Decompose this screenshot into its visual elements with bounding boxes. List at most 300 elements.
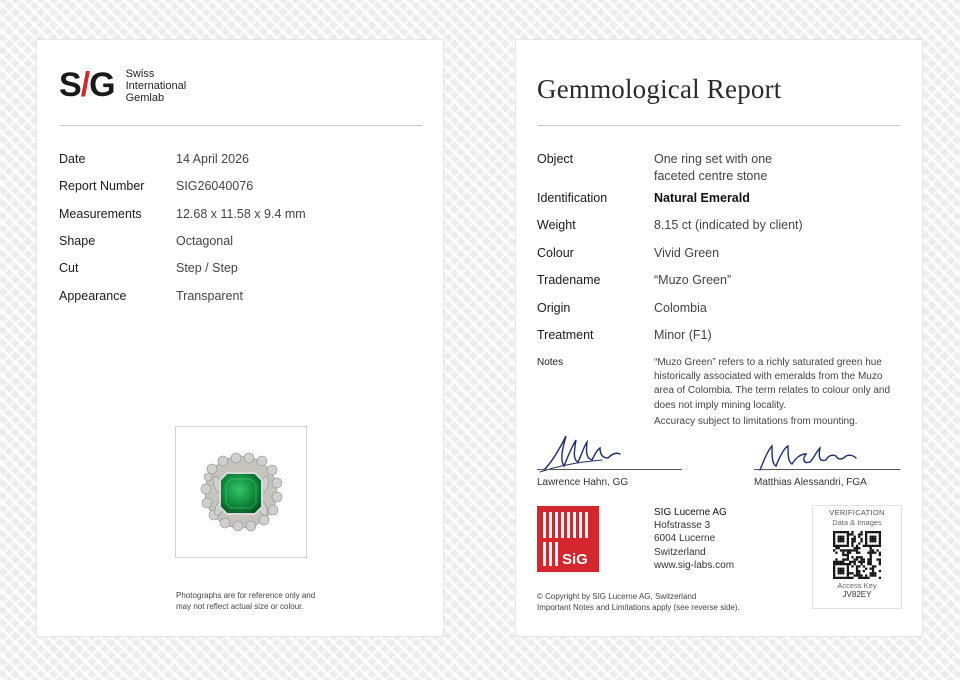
qr-module (879, 542, 881, 544)
qr-module (842, 536, 844, 538)
qr-module (835, 561, 837, 563)
qr-module (842, 568, 844, 570)
field-label-tradename: Tradename (537, 273, 601, 287)
qr-module (847, 538, 849, 540)
qr-module (842, 531, 844, 533)
field-value-report-number: SIG26040076 (176, 179, 254, 193)
qr-module (858, 533, 860, 535)
qr-module (874, 574, 876, 576)
qr-module (849, 533, 851, 535)
qr-module (849, 572, 851, 574)
qr-module (858, 547, 860, 549)
qr-module (863, 570, 865, 572)
qr-module (842, 545, 844, 547)
qr-module (856, 565, 858, 567)
qr-module (876, 549, 878, 551)
qr-module (872, 565, 874, 567)
qr-module (856, 556, 858, 558)
qr-module (847, 545, 849, 547)
signature-line-alessandri (754, 469, 900, 470)
qr-module (872, 531, 874, 533)
qr-module (838, 547, 840, 549)
field-label-identification: Identification (537, 191, 608, 205)
qr-module (844, 545, 846, 547)
qr-module (874, 538, 876, 540)
photo-caption-line-1: Photographs are for reference only and (176, 591, 316, 600)
qr-module (847, 572, 849, 574)
company-website[interactable]: www.sig-labs.com (654, 559, 735, 571)
qr-module (856, 549, 858, 551)
qr-module (870, 540, 872, 542)
qr-module (847, 542, 849, 544)
qr-module (847, 540, 849, 542)
qr-module (854, 558, 856, 560)
notes-line-4: does not imply mining locality. (654, 399, 787, 411)
qr-module (863, 545, 865, 547)
qr-module (851, 545, 853, 547)
stone-photo (175, 426, 307, 558)
qr-module (842, 549, 844, 551)
field-value-object-line-2: faceted centre stone (654, 169, 768, 183)
field-value-tradename: “Muzo Green” (654, 273, 732, 287)
qr-module (867, 563, 869, 565)
qr-module (833, 577, 835, 579)
qr-module (838, 536, 840, 538)
qr-module (854, 561, 856, 563)
qr-module (860, 556, 862, 558)
qr-module (860, 531, 862, 533)
qr-module (844, 563, 846, 565)
qr-module (835, 552, 837, 554)
qr-module (863, 561, 865, 563)
qr-module (849, 577, 851, 579)
photo-caption (176, 590, 326, 612)
qr-module (847, 531, 849, 533)
qr-module (872, 538, 874, 540)
qr-module (870, 552, 872, 554)
qr-module (840, 561, 842, 563)
qr-module (851, 531, 853, 533)
qr-module (835, 545, 837, 547)
qr-module (874, 536, 876, 538)
qr-module (860, 558, 862, 560)
qr-module (856, 570, 858, 572)
qr-module (838, 561, 840, 563)
qr-module (840, 568, 842, 570)
notes-text (654, 356, 904, 429)
qr-module (838, 531, 840, 533)
qr-module (858, 574, 860, 576)
logo-line-3: Gemlab (125, 91, 165, 104)
qr-module (851, 549, 853, 551)
qr-module (851, 572, 853, 574)
qr-module (838, 545, 840, 547)
qr-module (872, 536, 874, 538)
qr-module (872, 574, 874, 576)
qr-module (870, 561, 872, 563)
field-value-shape: Octagonal (176, 234, 233, 248)
qr-module (863, 565, 865, 567)
qr-module (872, 545, 874, 547)
qr-module (851, 542, 853, 544)
access-key-label: Access Key (837, 581, 877, 590)
company-name: SIG Lucerne AG (654, 507, 727, 518)
qr-module (867, 552, 869, 554)
signatory-name-alessandri: Matthias Alessandri, FGA (754, 477, 867, 488)
field-value-treatment: Minor (F1) (654, 328, 712, 342)
qr-module (842, 561, 844, 563)
sig-logo (59, 66, 186, 105)
qr-module (856, 552, 858, 554)
qr-module (879, 558, 881, 560)
qr-module (874, 545, 876, 547)
qr-module (858, 570, 860, 572)
qr-module (833, 565, 835, 567)
qr-module (847, 570, 849, 572)
qr-module (849, 552, 851, 554)
qr-module (851, 565, 853, 567)
qr-module (870, 549, 872, 551)
qr-module (835, 558, 837, 560)
qr-module (874, 540, 876, 542)
qr-module (851, 533, 853, 535)
qr-module (863, 577, 865, 579)
qr-module (838, 572, 840, 574)
logo-line-1: Swiss (125, 67, 155, 80)
qr-module (858, 542, 860, 544)
qr-module (870, 545, 872, 547)
qr-module (867, 558, 869, 560)
title-divider (537, 125, 901, 126)
qr-module (870, 572, 872, 574)
qr-module (847, 563, 849, 565)
qr-module (856, 574, 858, 576)
qr-module (842, 558, 844, 560)
qr-module (865, 531, 867, 533)
access-key-value: JV82EY (842, 590, 872, 599)
qr-module (872, 549, 874, 551)
qr-module (844, 549, 846, 551)
field-label-colour: Colour (537, 246, 574, 260)
qr-module (840, 536, 842, 538)
qr-module (840, 570, 842, 572)
qr-module (844, 554, 846, 556)
qr-module (860, 538, 862, 540)
qr-module (833, 531, 835, 533)
qr-module (851, 540, 853, 542)
logo-mark: S/G (59, 66, 115, 104)
qr-module (860, 561, 862, 563)
qr-module (833, 540, 835, 542)
field-value-weight: 8.15 ct (indicated by client) (654, 218, 803, 232)
qr-module (879, 554, 881, 556)
qr-module (867, 561, 869, 563)
field-value-date: 14 April 2026 (176, 152, 249, 166)
copyright-line-1: © Copyright by SIG Lucerne AG, Switzerland (537, 592, 697, 601)
verification-title: VERIFICATION (829, 508, 885, 517)
qr-module (847, 536, 849, 538)
qr-module (838, 563, 840, 565)
notes-line-5: Accuracy subject to limitations from mounting. (654, 415, 858, 427)
qr-module (833, 561, 835, 563)
qr-module (856, 568, 858, 570)
qr-module (847, 568, 849, 570)
qr-module (833, 545, 835, 547)
qr-module (865, 542, 867, 544)
qr-module (865, 533, 867, 535)
field-value-measurements: 12.68 x 11.58 x 9.4 mm (176, 207, 306, 221)
qr-module (863, 558, 865, 560)
qr-module (833, 542, 835, 544)
field-label-cut: Cut (59, 261, 79, 275)
qr-module (847, 549, 849, 551)
qr-module (833, 568, 835, 570)
field-value-identification: Natural Emerald (654, 191, 750, 205)
qr-module (865, 568, 867, 570)
field-label-shape: Shape (59, 234, 96, 248)
field-label-date: Date (59, 152, 86, 166)
qr-module (872, 540, 874, 542)
qr-module (876, 558, 878, 560)
field-value-origin: Colombia (654, 301, 707, 315)
qr-module (840, 572, 842, 574)
qr-module (833, 574, 835, 576)
seal-text: SiG (562, 551, 588, 568)
qr-module (844, 558, 846, 560)
field-label-object: Object (537, 152, 574, 166)
qr-module (835, 563, 837, 565)
qr-module (879, 538, 881, 540)
qr-module (847, 533, 849, 535)
qr-module (840, 577, 842, 579)
qr-module (860, 563, 862, 565)
qr-module (872, 552, 874, 554)
qr-module (879, 536, 881, 538)
qr-module (870, 554, 872, 556)
qr-module (879, 570, 881, 572)
qr-module (854, 538, 856, 540)
report-title: Gemmological Report (537, 74, 782, 104)
qr-module (854, 547, 856, 549)
qr-module (838, 568, 840, 570)
qr-module (874, 552, 876, 554)
qr-module (833, 572, 835, 574)
company-country: Switzerland (654, 546, 706, 558)
qr-module (879, 577, 881, 579)
qr-module (870, 547, 872, 549)
emerald-ring-image (176, 427, 306, 557)
company-city: 6004 Lucerne (654, 533, 716, 545)
field-label-appearance: Appearance (59, 289, 127, 303)
qr-module (835, 531, 837, 533)
photo-caption-line-2: may not reflect actual size or colour. (176, 602, 304, 611)
qr-module (870, 556, 872, 558)
qr-module (835, 577, 837, 579)
field-label-measurements: Measurements (59, 207, 142, 221)
qr-module (856, 558, 858, 560)
qr-code-icon[interactable] (833, 531, 881, 579)
qr-module (840, 531, 842, 533)
qr-module (833, 538, 835, 540)
qr-module (842, 563, 844, 565)
field-label-origin: Origin (537, 301, 571, 315)
qr-module (860, 574, 862, 576)
qr-module (842, 554, 844, 556)
signatory-name-hahn: Lawrence Hahn, GG (537, 477, 629, 488)
qr-module (838, 570, 840, 572)
qr-module (858, 556, 860, 558)
signature-line-hahn (537, 469, 682, 470)
qr-module (844, 531, 846, 533)
qr-module (879, 531, 881, 533)
qr-module (858, 561, 860, 563)
qr-module (854, 563, 856, 565)
qr-module (879, 552, 881, 554)
copyright-notice (537, 591, 740, 613)
qr-module (847, 577, 849, 579)
qr-module (851, 561, 853, 563)
notes-label: Notes (537, 357, 564, 368)
qr-module (833, 570, 835, 572)
qr-module (847, 556, 849, 558)
qr-module (840, 549, 842, 551)
qr-module (870, 531, 872, 533)
qr-module (854, 549, 856, 551)
qr-module (860, 540, 862, 542)
qr-module (874, 565, 876, 567)
qr-module (851, 577, 853, 579)
qr-module (842, 540, 844, 542)
qr-module (879, 561, 881, 563)
qr-module (856, 572, 858, 574)
field-value-object: One ring set with one (654, 152, 773, 166)
qr-module (858, 572, 860, 574)
logo-wordmark (126, 68, 187, 104)
qr-module (833, 533, 835, 535)
notes-line-1: “Muzo Green” refers to a richly saturated green hue (654, 357, 882, 368)
qr-module (865, 574, 867, 576)
qr-module (856, 547, 858, 549)
qr-module (858, 552, 860, 554)
qr-module (840, 538, 842, 540)
qr-module (858, 577, 860, 579)
qr-module (860, 533, 862, 535)
qr-module (870, 538, 872, 540)
qr-module (874, 572, 876, 574)
company-street: Hofstrasse 3 (654, 520, 711, 532)
qr-module (860, 577, 862, 579)
qr-module (854, 574, 856, 576)
qr-module (854, 536, 856, 538)
qr-module (879, 533, 881, 535)
qr-module (870, 568, 872, 570)
qr-module (847, 552, 849, 554)
qr-module (865, 540, 867, 542)
qr-module (842, 570, 844, 572)
qr-module (833, 563, 835, 565)
qr-module (835, 547, 837, 549)
qr-module (876, 545, 878, 547)
qr-module (851, 538, 853, 540)
qr-module (870, 558, 872, 560)
field-value-appearance: Transparent (176, 289, 243, 303)
sig-seal-icon (537, 506, 599, 572)
qr-module (842, 577, 844, 579)
qr-module (847, 558, 849, 560)
qr-module (849, 563, 851, 565)
qr-module (847, 554, 849, 556)
qr-module (872, 568, 874, 570)
qr-module (838, 577, 840, 579)
qr-module (872, 572, 874, 574)
qr-module (879, 545, 881, 547)
verification-subtitle: Data & Images (832, 518, 882, 527)
qr-module (876, 531, 878, 533)
qr-module (842, 552, 844, 554)
qr-module (874, 531, 876, 533)
qr-module (838, 540, 840, 542)
header-divider (59, 125, 423, 126)
qr-module (833, 536, 835, 538)
qr-module (856, 545, 858, 547)
qr-module (879, 540, 881, 542)
qr-module (838, 538, 840, 540)
copyright-line-2: Important Notes and Limitations apply (see reverse side). (537, 603, 740, 612)
qr-module (858, 536, 860, 538)
qr-module (851, 556, 853, 558)
qr-module (833, 549, 835, 551)
qr-module (858, 565, 860, 567)
notes-line-2: historically associated with emeralds from the Muzo (654, 371, 883, 383)
qr-module (849, 561, 851, 563)
qr-module (870, 574, 872, 576)
notes-line-3: area of Colombia. The term relates to colour only and (654, 385, 891, 397)
qr-module (865, 577, 867, 579)
field-value-colour: Vivid Green (654, 246, 720, 260)
qr-module (867, 577, 869, 579)
qr-module (879, 563, 881, 565)
qr-module (842, 538, 844, 540)
qr-module (840, 545, 842, 547)
qr-module (867, 531, 869, 533)
qr-module (872, 570, 874, 572)
verification-box (812, 505, 902, 609)
qr-module (847, 565, 849, 567)
field-label-weight: Weight (537, 218, 576, 232)
qr-module (865, 536, 867, 538)
qr-module (842, 572, 844, 574)
qr-module (847, 574, 849, 576)
logo-line-2: International (125, 79, 187, 92)
qr-module (865, 538, 867, 540)
company-address (654, 506, 734, 572)
field-value-cut: Step / Step (176, 261, 238, 275)
field-label-treatment: Treatment (537, 328, 594, 342)
qr-module (867, 545, 869, 547)
qr-module (840, 563, 842, 565)
report-left-page (37, 40, 443, 636)
qr-module (844, 577, 846, 579)
qr-module (870, 563, 872, 565)
signature-hahn (538, 432, 648, 474)
qr-module (854, 540, 856, 542)
report-right-page (516, 40, 922, 636)
field-label-report-number: Report Number (59, 179, 145, 193)
qr-module (840, 540, 842, 542)
qr-module (865, 545, 867, 547)
qr-module (849, 549, 851, 551)
qr-module (870, 536, 872, 538)
